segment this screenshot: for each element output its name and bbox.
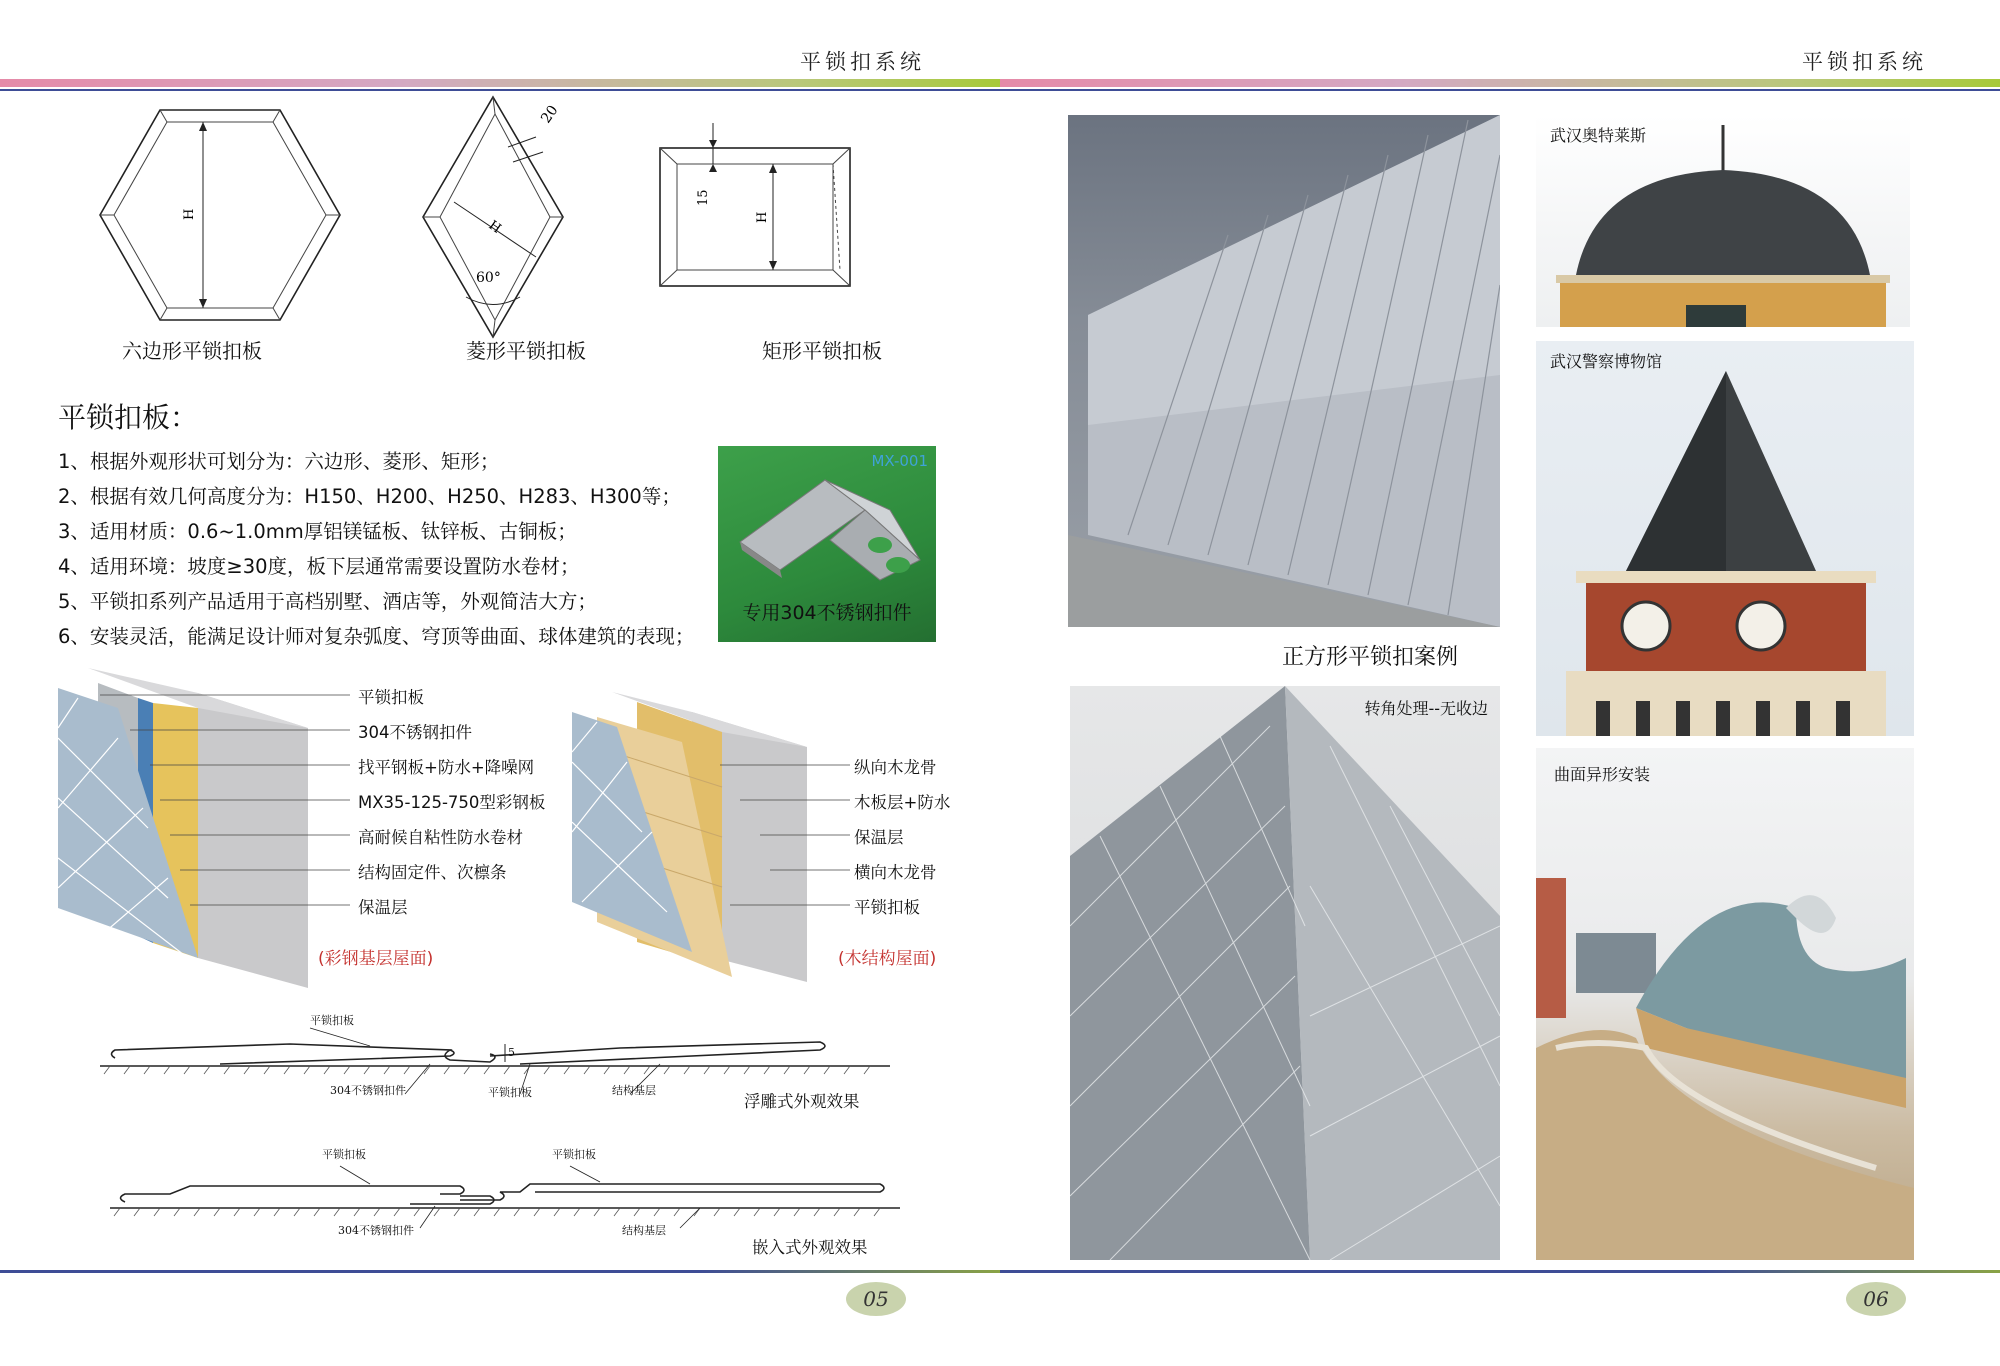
feature-item: 5、平锁扣系列产品适用于高档别墅、酒店等，外观简洁大方； [58,590,597,613]
relief-dim-label: 5 [508,1046,515,1059]
feature-item: 1、根据外观形状可划分为：六边形、菱形、矩形； [58,450,500,473]
right-page-number: 06 [1846,1282,1906,1316]
left-page-number: 05 [846,1282,906,1316]
rectangle-panel-drawing [655,118,855,293]
embedded-right-label: 平锁扣板 [552,1148,596,1161]
relief-clip-label: 304不锈钢扣件 [330,1084,406,1097]
clip-code: MX-001 [871,452,928,470]
rectangle-fold-label: 15 [696,189,711,206]
embedded-left-label: 平锁扣板 [322,1148,366,1161]
right-footer-rule [1000,1270,2000,1273]
embedded-base-label: 结构基层 [622,1224,666,1237]
relief-title: 浮雕式外观效果 [744,1092,860,1111]
right-header-title: 平锁扣系统 [1802,50,1927,74]
wood-label-4: 平锁扣板 [854,898,920,917]
curved-install-photo [1536,748,1914,1260]
rhombus-angle-label: 60° [476,270,501,286]
steel-label-5: 结构固定件、次檩条 [358,863,507,882]
steel-label-2: 找平钢板+防水+降噪网 [358,758,535,777]
feature-item: 2、根据有效几何高度分为：H150、H200、H250、H283、H300等； [58,485,681,508]
outlets-caption: 武汉奥特莱斯 [1550,126,1647,145]
pyramid-corner-photo [1070,686,1500,1260]
steel-label-3: MX35-125-750型彩钢板 [358,793,546,812]
feature-list [58,444,718,654]
left-header-title: 平锁扣系统 [800,50,925,74]
embedded-section-drawing [110,1146,910,1236]
hexagon-label: 六边形平锁扣板 [122,339,262,363]
hexagon-dim-label: H [182,208,197,220]
relief-top-label: 平锁扣板 [310,1014,354,1027]
right-header-band [1000,79,2000,87]
steel-caption: (彩钢基层屋面) [318,949,434,969]
relief-base-label: 结构基层 [612,1084,656,1097]
square-wall-photo [1068,115,1500,627]
wood-label-1: 木板层+防水 [854,793,951,812]
police-museum-photo [1536,341,1914,736]
rhombus-dim-label: H [485,217,504,237]
curved-structure [1536,748,1914,1260]
steel-label-1: 304不锈钢扣件 [358,723,472,742]
wood-leader-lines [720,758,860,918]
wood-label-3: 横向木龙骨 [854,863,937,882]
police-museum-caption: 武汉警察博物馆 [1550,352,1663,371]
corner-caption: 转角处理--无收边 [1364,699,1488,718]
clip-object [730,470,930,590]
outlets-photo [1536,115,1910,327]
left-footer-rule [0,1270,1000,1273]
left-header-band [0,79,1000,87]
right-header-rule [1000,89,2000,91]
wood-caption: (木结构屋面) [838,949,937,969]
embedded-clip-label: 304不锈钢扣件 [338,1224,414,1237]
left-header-rule [0,89,1000,91]
rectangle-dim-label: H [755,211,770,223]
feature-item: 4、适用环境：坡度≥30度，板下层通常需要设置防水卷材； [58,555,580,578]
pyramid-shape [1070,686,1500,1260]
clip-photo [718,446,936,642]
relief-panel-label: 平锁扣板 [488,1086,532,1099]
steel-label-0: 平锁扣板 [358,688,424,707]
clip-caption: 专用304不锈钢扣件 [742,602,912,624]
rhombus-label: 菱形平锁扣板 [466,339,586,363]
clock-tower [1536,341,1914,736]
steel-leader-lines [90,688,360,918]
hexagon-panel-drawing [95,105,345,325]
rectangle-label: 矩形平锁扣板 [762,339,882,363]
feature-item: 6、安装灵活，能满足设计师对复杂弧度、穹顶等曲面、球体建筑的表现； [58,625,695,648]
wood-label-0: 纵向木龙骨 [854,758,937,777]
embedded-title: 嵌入式外观效果 [752,1238,868,1257]
feature-item: 3、适用材质：0.6~1.0mm厚铝镁锰板、钛锌板、古铜板； [58,520,577,543]
square-wall-facade [1068,115,1500,627]
rhombus-panel-drawing [418,92,598,342]
outlets-dome [1536,115,1910,327]
steel-label-4: 高耐候自粘性防水卷材 [358,828,523,847]
wood-label-2: 保温层 [854,828,904,847]
curved-caption: 曲面异形安装 [1554,765,1651,784]
square-case-caption: 正方形平锁扣案例 [1282,645,1459,670]
rhombus-fold-label: 20 [538,102,562,127]
steel-label-6: 保温层 [358,898,408,917]
section-heading: 平锁扣板： [58,401,199,434]
